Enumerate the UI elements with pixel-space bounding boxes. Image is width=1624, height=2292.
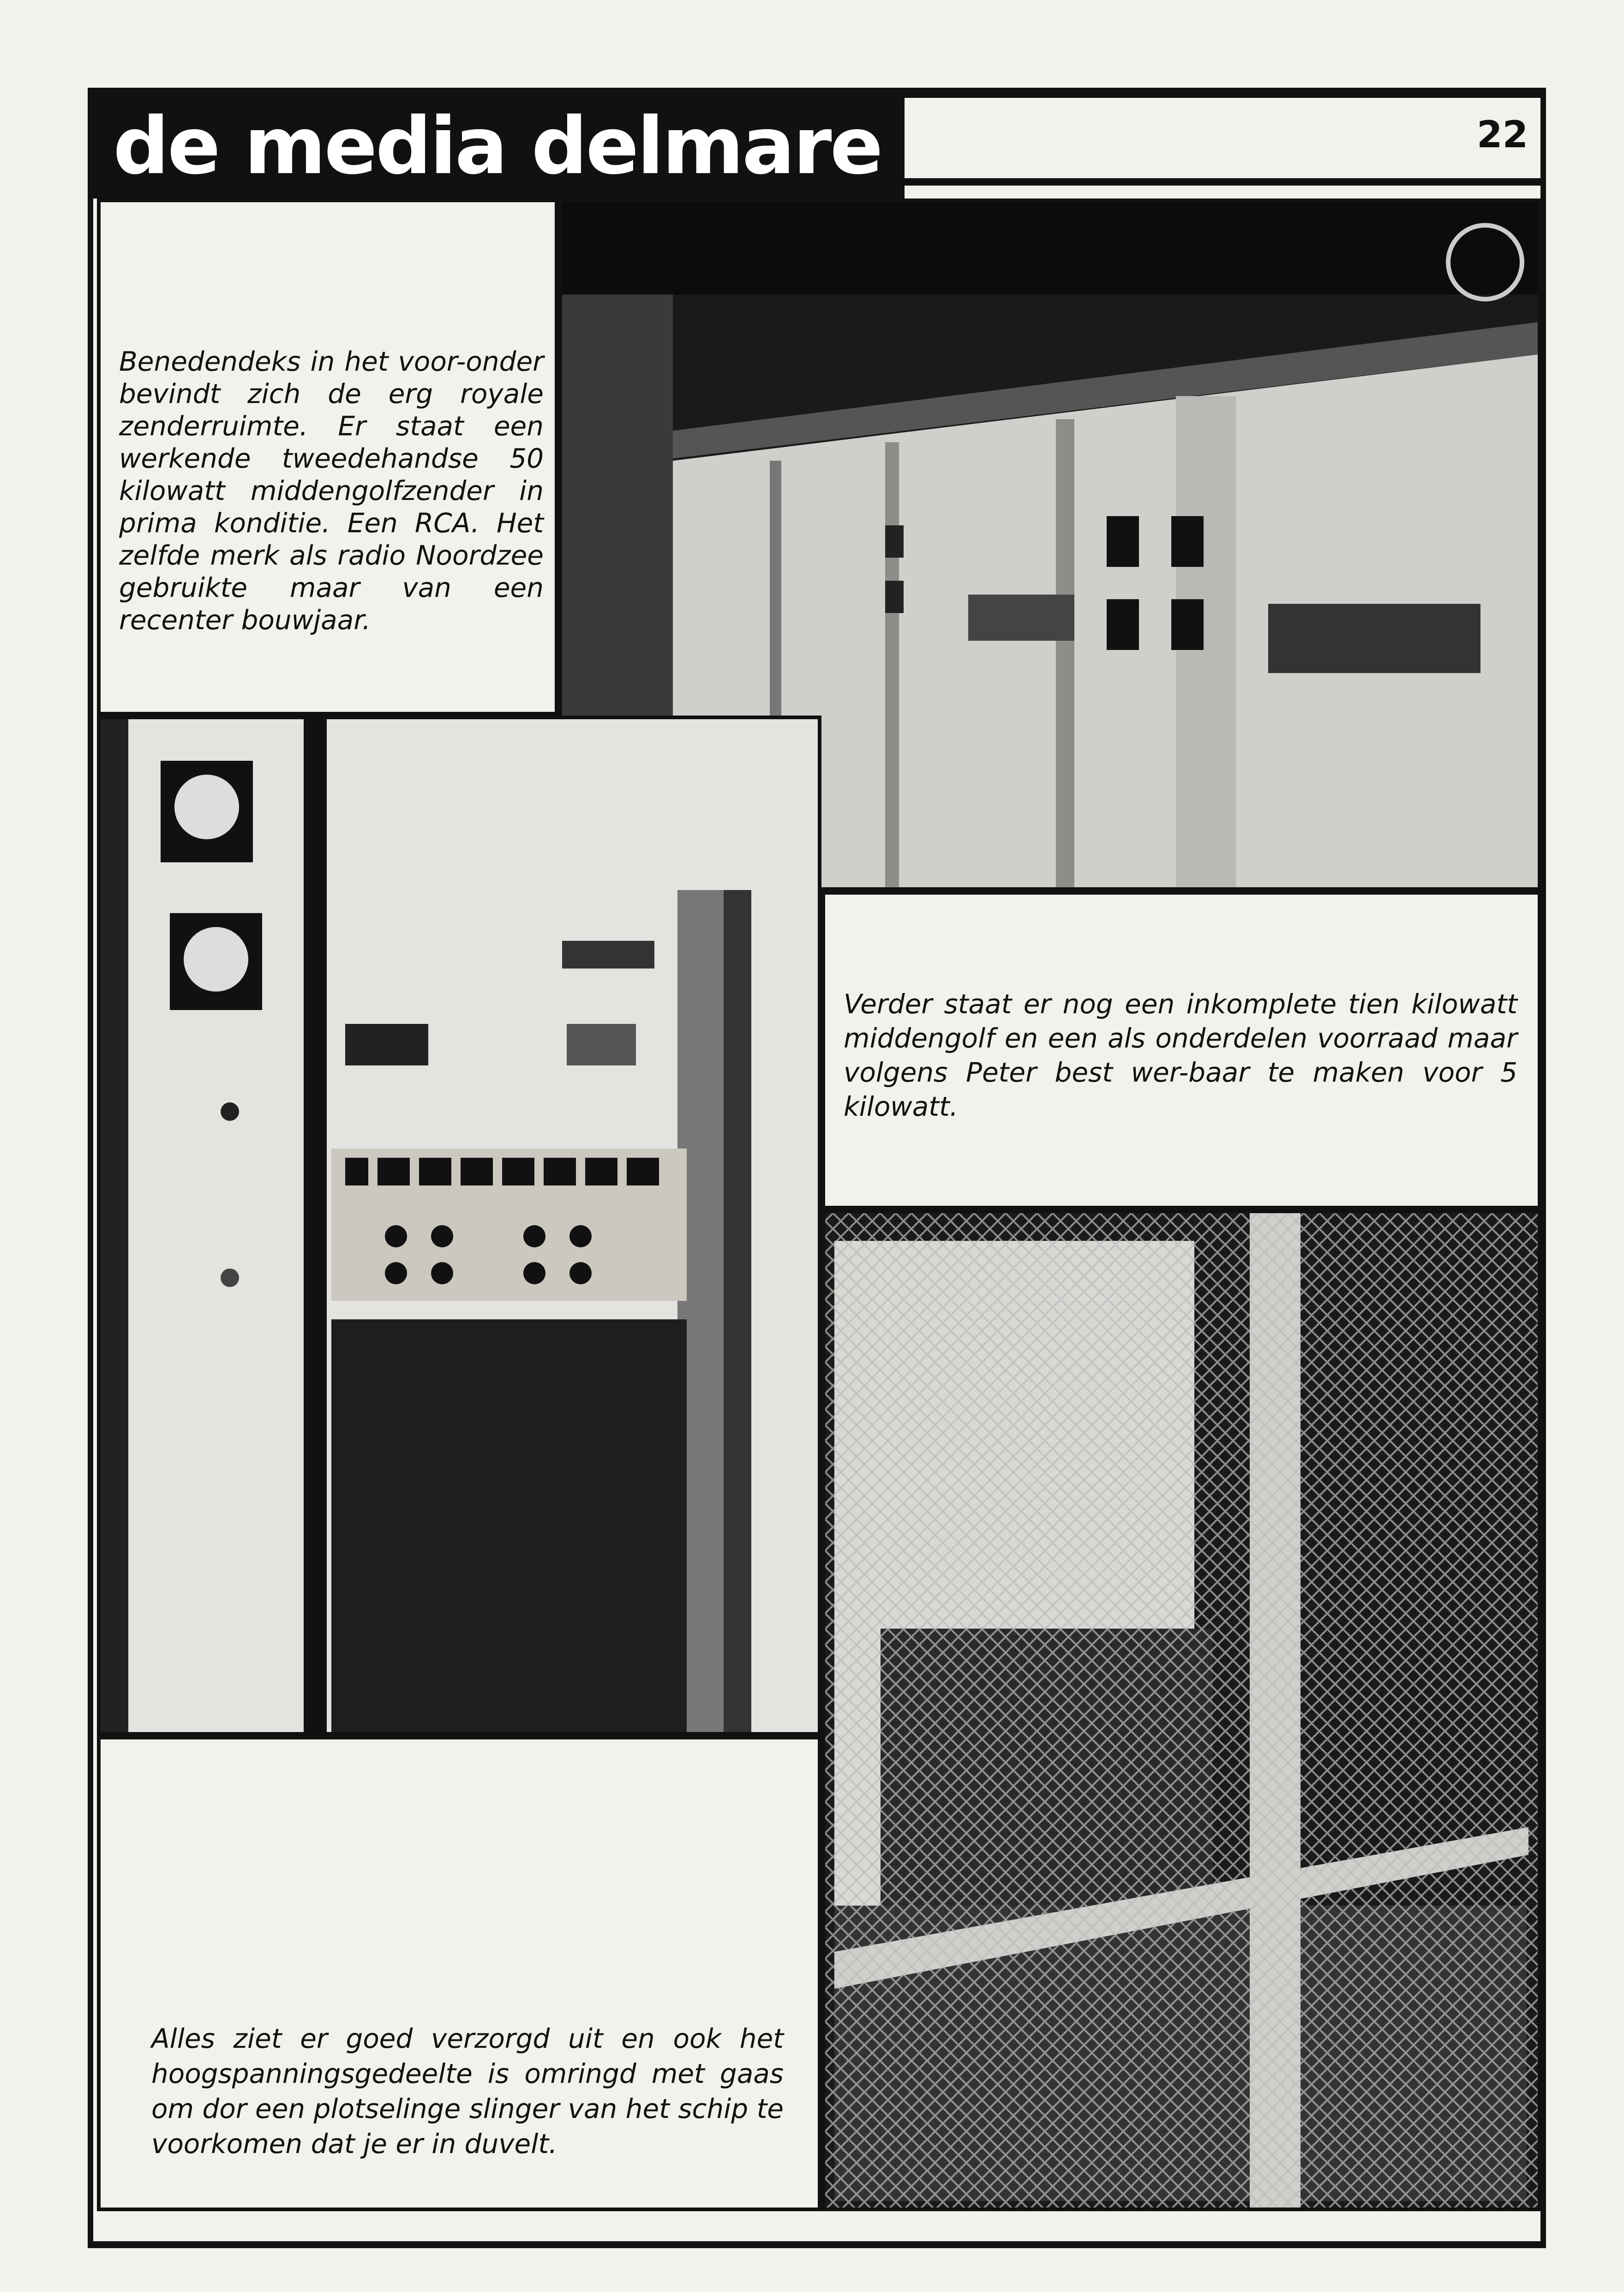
caption-bottom-left [97,1736,821,2211]
header-rule-bottom [905,178,1546,186]
header-rule-top [905,88,1546,98]
caption-top-left-text: Benedendeks in het voor-onder bevindt zich de erg royale zenderruimte. Er staat een werkende tweedehandse 50 kilowatt middengolfzender in prima konditie. Een RCA. Het zelfde merk als radio Noordzee gebruikte maar van een recenter bouwjaar. [119,346,544,636]
caption-top-left [97,199,558,716]
caption-middle-right-text: Verder staat er nog een inkomplete tien kilowatt middengolf en een als onderdelen voorraad maar volgens Peter best wer-baar te maken voor 5 kilowatt. [844,988,1517,1122]
control-panel-photo [97,716,821,1736]
footer-rule [92,2241,1541,2248]
masthead [88,88,905,199]
high-voltage-cage-photo [821,1209,1541,2211]
caption-bottom-left-text: Alles ziet er goed verzorgd uit en ook het hoogspanningsgedeelte is omringd met gaas om dor een plotselinge slinger van het schip te voorkomen dat je er in duvelt. [151,2023,784,2160]
high-voltage-cage-illustration [825,1213,1538,2208]
caption-middle-right [821,891,1541,1209]
masthead-title: de media delmare [113,101,881,192]
control-panel-illustration [101,719,818,1732]
page-number: 22 [1477,113,1528,156]
